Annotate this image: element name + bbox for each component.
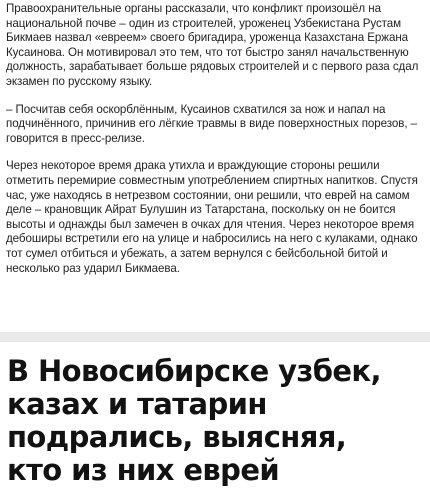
article-body (6, 2, 424, 328)
section-divider (0, 332, 430, 342)
article-paragraph-3: Через некоторое время драка утихла и враждующие стороны решили отметить перемирие совместным употреблением спиртных напитков. Спустя час, уже находясь в нетрезвом состоянии, они решили, что еврей на самом деле – крановщик Айрат Булушин из Татарстана, поскольку он не боится высоты и однажды был замечен в очках для чтения. Через некоторое время дебоширы встретили его на улице и набросились на него с кулаками, однако тот сумел отбиться и убежать, а затем вернулся с бейсбольной битой и несколько раз ударил Бикмаева. (6, 159, 418, 275)
headline: В Новосибирске узбек, казах и татарин подрались, выясняя, кто из них еврей (7, 354, 381, 487)
article-paragraph-2: – Посчитав себя оскорблённым, Кусаинов схватился за нож и напал на подчинённого, причинив его лёгкие травмы в виде поверхностных порезов, – говорится в пресс-релизе. (6, 102, 417, 145)
article-paragraph-1: Правоохранительные органы рассказали, что конфликт произошёл на национальной почве – один из строителей, уроженец Узбекистана Рустам Бикмаев назвал «евреем» своего бригадира, уроженца Казахстана Ержана Кусаинова. Он мотивировал это тем, что тот быстро занял начальственную должность, зарабатывает больше рядовых строителей и с первого раза сдал экзамен по русскому языку. (6, 2, 419, 88)
